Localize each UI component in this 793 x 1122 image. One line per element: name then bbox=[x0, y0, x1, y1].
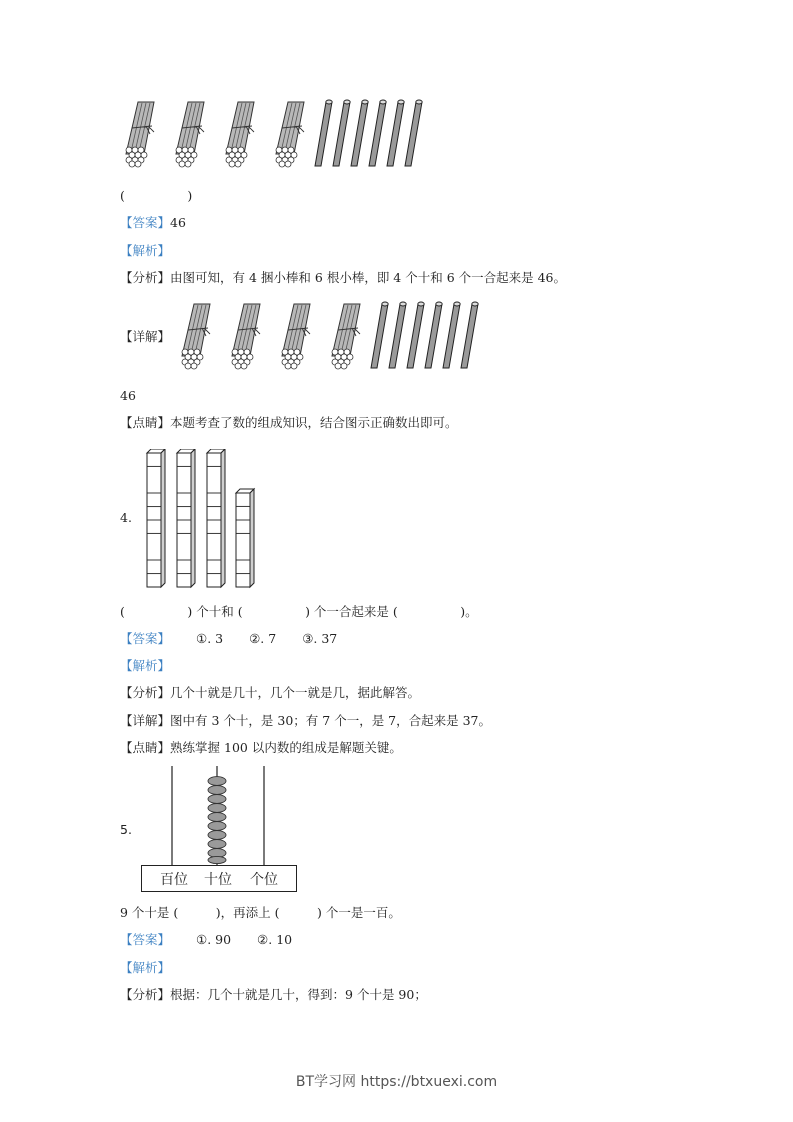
answer-2: ②. 7 bbox=[249, 631, 277, 646]
sticks-figure-top bbox=[124, 98, 444, 170]
jiexi-label: 【解析】 bbox=[120, 243, 171, 258]
q4-dianjing bbox=[120, 740, 402, 756]
answer-1: ①. 3 bbox=[196, 631, 224, 646]
q3-answer-line bbox=[120, 215, 186, 231]
q4-answer-line bbox=[120, 631, 337, 647]
answer-label: 【答案】 bbox=[120, 932, 171, 947]
jiexi-label: 【解析】 bbox=[120, 960, 171, 975]
bundles-and-sticks-image bbox=[124, 98, 444, 170]
dianjing-text: 熟练掌握 100 以内数的组成是解题关键。 bbox=[170, 740, 402, 755]
abacus-figure bbox=[141, 766, 299, 894]
fenxi-label: 【分析】 bbox=[120, 685, 171, 700]
answer-1: ①. 90 bbox=[196, 932, 232, 947]
q5-question: 9 个十是 ( )，再添上 ( ) 个一是一百。 bbox=[120, 905, 401, 920]
abacus-rods-image bbox=[141, 766, 299, 866]
q3-answer-blank: ( ) bbox=[120, 188, 193, 203]
q4-fenxi bbox=[120, 685, 420, 701]
fenxi-label: 【分析】 bbox=[120, 987, 171, 1002]
q5-fenxi bbox=[120, 987, 427, 1003]
fenxi-text: 根据：几个十就是几十，得到：9 个十是 90； bbox=[170, 987, 427, 1002]
answer-label: 【答案】 bbox=[120, 215, 171, 230]
fenxi-text: 由图可知，有 4 捆小棒和 6 根小棒，即 4 个十和 6 个一合起来是 46。 bbox=[170, 270, 566, 285]
xiangjie-result: 46 bbox=[120, 388, 136, 403]
dianjing-text: 本题考查了数的组成知识，结合图示正确数出即可。 bbox=[170, 415, 458, 430]
q5-number: 5. bbox=[120, 822, 132, 837]
ones-label: 个位 bbox=[250, 872, 278, 888]
bundles-and-sticks-image-detail bbox=[180, 300, 500, 372]
xiangjie-label: 【详解】 bbox=[120, 329, 171, 344]
jiexi-label: 【解析】 bbox=[120, 658, 171, 673]
answer-3: ③. 37 bbox=[302, 631, 338, 646]
q3-dianjing bbox=[120, 415, 458, 431]
tens-beads bbox=[208, 777, 226, 864]
answer-2: ②. 10 bbox=[257, 932, 293, 947]
footer-watermark: BT学习网 https://btxuexi.com bbox=[295, 1074, 498, 1090]
xiangjie-label: 【详解】 bbox=[120, 713, 171, 728]
base-ten-blocks-figure bbox=[145, 449, 260, 594]
fenxi-text: 几个十就是几十，几个一就是几，据此解答。 bbox=[170, 685, 421, 700]
place-value-labels bbox=[141, 865, 297, 892]
answer-label: 【答案】 bbox=[120, 631, 171, 646]
answer-value: 46 bbox=[170, 215, 186, 230]
q5-answer-line bbox=[120, 932, 292, 948]
q3-fenxi bbox=[120, 270, 566, 286]
q4-number: 4. bbox=[120, 510, 132, 525]
sticks-figure-detail bbox=[180, 300, 500, 372]
dianjing-label: 【点睛】 bbox=[120, 740, 171, 755]
tens-label: 十位 bbox=[204, 872, 232, 888]
xiangjie-text: 图中有 3 个十，是 30；有 7 个一，是 7，合起来是 37。 bbox=[170, 713, 492, 728]
q4-xiangjie bbox=[120, 713, 491, 729]
q4-question: ( ) 个十和 ( ) 个一合起来是 ( )。 bbox=[120, 604, 478, 619]
fenxi-label: 【分析】 bbox=[120, 270, 171, 285]
ten-rods-and-cubes-image bbox=[145, 449, 260, 591]
dianjing-label: 【点睛】 bbox=[120, 415, 171, 430]
hundreds-label: 百位 bbox=[160, 872, 188, 888]
